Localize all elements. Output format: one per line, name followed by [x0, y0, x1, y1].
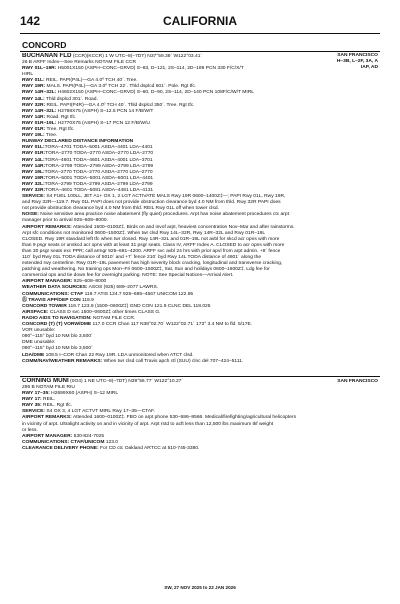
- corning-line-text: 123.0: [104, 439, 119, 445]
- buchanan-line-label: AIRPORT REMARKS:: [22, 224, 72, 230]
- buchanan-line-text: not provide obstruction clearance byd 4.0 NM from thld. REIL Rwy 01L off when tower clsd.: [22, 206, 219, 212]
- buchanan-line-text: S4 FUEL 100LL, JET A1+ OX 1, 2 LGT ACTIVATE MALS Rwy 19R 0600–1400Z‡—; PAPI Rwy 01L, Rwy 19R,: [45, 194, 286, 200]
- buchanan-line-text: REIL. PAPI(P4R)—GA 4.0º TCH 40´. Thld dsplcd 350´. Tree. Rgt tfc.: [45, 102, 195, 108]
- corning-line-text: S4 OX 3, 4 LGT ACTVT MIRL Rwy 17–35—CTAF.: [45, 409, 155, 415]
- buchanan-line-text: TORA–2799 TODA–2799 ASDA–2799 LDA–2799: [44, 181, 153, 187]
- buchanan-line-text: CLOSED. Rwy 19R standard left tfc when twr closed. Rwy 14R–32L and 01R–19L not avbl for skcd acr opns with more: [22, 236, 280, 242]
- buchanan-line-label: RWY 19L:: [22, 169, 45, 175]
- entry-separator: [20, 376, 380, 377]
- buchanan-line: [22, 53, 330, 60]
- buchanan-line-text: 119.9: [80, 297, 94, 303]
- buchanan-line: [22, 359, 330, 365]
- buchanan-iap: IAP, AD: [360, 65, 378, 70]
- buchanan-line-label: RWY 14R:: [22, 114, 46, 120]
- buchanan-line-label: RWY 01R:: [22, 151, 46, 157]
- buchanan-line-label: RWY 19L:: [22, 133, 45, 139]
- corning-line-text: REIL. Rgt tfc.: [41, 403, 73, 409]
- section-rule: [20, 51, 380, 52]
- buchanan-line-text: TORA–4701 TODA–5001 ASDA–4401 LDA–4401: [44, 145, 153, 151]
- buchanan-line-text: MALS. PAPI(P4L)—GA 3.0º TCH 22´. Thld dsplcd 601´. Pole. Rgt tfc.: [45, 84, 197, 90]
- corning-line-label: RWY 17–35:: [22, 391, 50, 397]
- corning-line-label: SERVICE:: [22, 409, 46, 415]
- buchanan-line-text: than 30 psgr seats exc PPR; call armgr 925–681–4200. ARFF svc avbl 24 hrs with prior apvl from arpt admin. +8´ fence: [22, 248, 281, 254]
- corning-line-text: Attended 1600–0100Z‡. FBO on arpt phone 530–586–8566. Medical/firefighting/agricultural helicopters: [71, 415, 297, 421]
- buchanan-line-text: Thld dsplcd 301´. Road.: [44, 96, 98, 102]
- buchanan-line-text: extended rwy centerline. Rwy 01R–19L pavement has high severity block cracking, longitudinal and transverse cracking,: [22, 261, 283, 267]
- buchanan-line-label: Ⓡ TRAVIS APP/DEP CON: [22, 297, 81, 303]
- buchanan-line-text: Road. Rgt tfc.: [45, 114, 77, 120]
- corning-line-label: CLEARANCE DELIVERY PHONE:: [22, 445, 99, 451]
- buchanan-line-label: RWY 14L:: [22, 96, 45, 102]
- corning-line: [22, 378, 330, 385]
- buchanan-line-text: TORA–4601 TODA–4601 ASDA–4001 LDA–3701: [44, 157, 153, 163]
- buchanan-line-label: AIRSPACE:: [22, 309, 49, 315]
- buchanan-line-label: RWY 14R–32L:: [22, 90, 57, 96]
- buchanan-line-text: Attended 1500–0100Z‡. Birds on and invof arpt, heaviest concentration Nov–Mar and after rainstorms.: [71, 224, 295, 230]
- buchanan-line-text: than 9 psgr seats or unskcd acr opns with at least 31 psgr seats. Class IV, ARFF Index A. CLOSED to acr opns with more: [22, 242, 285, 248]
- buchanan-line-label: RWY 32R:: [22, 102, 46, 108]
- buchanan-line-label: RWY 01L–19R:: [22, 66, 57, 72]
- buchanan-line-text: 090°–115° byd 10 NM blo 3,500´: [22, 334, 93, 340]
- buchanan-line-text: commercial ops and tie down fee for overnight parking. NOTE: See Special Notices—Arrival Alert.: [22, 273, 234, 279]
- buchanan-line-label: BUCHANAN FLD: [22, 53, 72, 59]
- corning-line-label: RWY 35:: [22, 403, 42, 409]
- buchanan-line-text: Tree.: [44, 133, 58, 139]
- corning-line-text: or less.: [22, 427, 38, 433]
- buchanan-line-label: RADIO AIDS TO NAVIGATION:: [22, 315, 92, 321]
- buchanan-line-label: RWY 01L:: [22, 145, 45, 151]
- buchanan-line-label: COMM/NAV/WEATHER REMARKS:: [22, 358, 103, 364]
- corning-line-label: AIRPORT MANAGER:: [22, 433, 73, 439]
- corning-line-text: (0O4) 1 NE UTC–8(–7DT) N39°56.77´ W122°10.27´: [68, 379, 184, 384]
- corning-line-label: AIRPORT REMARKS:: [22, 415, 72, 421]
- buchanan-line-text: manager prior to arrival 925–608–8000.: [22, 218, 108, 224]
- corning-line-label: COMMUNICATIONS: CTAF/UNICOM: [22, 439, 105, 445]
- buchanan-line-text: HIRL: [22, 72, 34, 78]
- buchanan-line-label: COMMUNICATIONS: CTAF: [22, 291, 84, 297]
- buchanan-line-text: H2770X75 (ASPH) S–17 PCN 12 F/B/W/U: [56, 120, 150, 126]
- corning-line-text: For CD ctc Oakland ARTCC at 510-745-3380.: [98, 445, 200, 451]
- buchanan-line-text: Noise sensitive area practice noise abatement (fly quiet) procedures. Arpt has noise abatement procedures ctc arpt: [38, 212, 289, 218]
- buchanan-line-text: 108.5 I–COR Chan 22 Rwy 19R. LDA unmonitored when ATCT clsd.: [44, 352, 194, 358]
- buchanan-line-text: and Rwy 32R—119.7. Rwy 01L PAPI does not provide obstruction clearance byd 4.0 NM from thld. Rwy 32R PAPI does: [22, 200, 281, 206]
- buchanan-line-text: REIL. PAPI(P4L)—GA 4.0º TCH 40´. Tree.: [44, 78, 138, 84]
- buchanan-line-label: CONCORD TOWER: [22, 303, 67, 309]
- buchanan-line-label: AIRPORT MANAGER:: [22, 279, 73, 285]
- buchanan-line-text: Tree. Rgt tfc.: [45, 127, 75, 133]
- state-title: CALIFORNIA: [163, 14, 237, 28]
- corning-line-label: CORNING MUNI: [22, 378, 69, 384]
- buchanan-line-text: TORA–2770 TODA–2770 ASDA–2770 LDA–2770: [45, 151, 154, 157]
- buchanan-line-label: NOISE:: [22, 212, 39, 218]
- buchanan-line-label: RWY 14L:: [22, 157, 45, 163]
- buchanan-line-label: RWY 14R:: [22, 163, 46, 169]
- page-footer: SW, 27 NOV 2025 to 22 JAN 2026: [164, 585, 236, 590]
- buchanan-line-label: RWY 14R–32L:: [22, 108, 57, 114]
- buchanan-line-text: ASOS (925) 689–2077 LAWRS.: [87, 285, 159, 291]
- buchanan-line-label: RWY 32R:: [22, 187, 46, 193]
- buchanan-line-text: 119.7 123.9 (1500–0600Z‡) GND CON 121.9 CLNC DEL 118.025: [66, 303, 211, 309]
- buchanan-entry: [22, 53, 330, 365]
- buchanan-line-text: 26 B ARFF Index—See Remarks NOTAM FILE CCR: [22, 60, 137, 65]
- buchanan-line-text: H2798X75 (ASPH) S–12.5 PCN 14 F/B/W/T: [56, 108, 154, 114]
- buchanan-line-text: When twr clsd call Travis apch ctl (SUU) clnc del 707–424–5111.: [102, 358, 244, 364]
- buchanan-line-text: H4602X150 (ASPH–CONC–GRVD) S–60, D–90, 2S–114, 2D–140 PCN 108F/C/W/T MIRL: [56, 90, 254, 96]
- buchanan-line-label: SERVICE:: [22, 194, 46, 200]
- buchanan-line-text: NOTAM FILE CCR.: [91, 315, 136, 321]
- buchanan-line-text: H5001X150 (ASPH–CONC–GRVD) S–83, D–121, 2S–114, 2D–189 PCN 330 F/C/X/T: [56, 66, 244, 72]
- header-rule: [20, 33, 380, 34]
- buchanan-charts: H–3B, L–2F, 3A, A: [336, 59, 378, 64]
- corning-region: SAN FRANCISCO: [337, 379, 378, 384]
- page-number: 142: [20, 14, 41, 28]
- buchanan-line-text: TORA–4601 TODA–5081 ASDA–4481 LDA–4131: [45, 187, 154, 193]
- section-title: CONCORD: [22, 40, 67, 50]
- corning-line-text: 530-824-7025: [72, 433, 105, 439]
- corning-line-label: RWY 17:: [22, 397, 42, 403]
- corning-line: [22, 446, 330, 452]
- buchanan-line-label: CONCORD (T) (T) VORW/DME: [22, 322, 92, 328]
- buchanan-line-label: RWY 01R–19L:: [22, 120, 57, 126]
- buchanan-line-text: VOR unusable:: [22, 328, 56, 334]
- buchanan-region: SAN FRANCISCO: [337, 53, 378, 58]
- corning-line-text: H2699X60 (ASPH) S–12 MIRL: [49, 391, 119, 397]
- buchanan-line-label: RWY 19R:: [22, 84, 46, 90]
- buchanan-line-text: 110´ byd Rwy 01L TODA distance of 5010´ and +7´ fence 210´ byd Rwy 14L TODA distance of 4601´ along the: [22, 255, 262, 260]
- buchanan-line-text: 117.0 CCR Chan 117 N38°02.70´ W122°02.71´ 173° 3.4 NM to fld. 5/17E.: [91, 322, 253, 328]
- page-header: [20, 14, 380, 30]
- buchanan-line-text: TORA–2770 TODA–2770 ASDA–2770 LDA–2770: [44, 169, 153, 175]
- buchanan-line-label: LDA/DME: [22, 352, 45, 358]
- buchanan-line-label: RWY 32L:: [22, 181, 45, 187]
- buchanan-line-label: RWY 19R:: [22, 175, 46, 181]
- buchanan-line-text: 119.7 ATIS 124.7 925–685–4567 UNICOM 122.95: [83, 291, 194, 297]
- buchanan-line-text: CLASS D svc 1500–0600Z‡ other times CLASS G.: [48, 309, 161, 315]
- buchanan-line-text: 925–608–8000: [72, 279, 107, 285]
- corning-entry: [22, 378, 330, 452]
- corning-line-text: REIL.: [41, 397, 56, 403]
- buchanan-line-text: TORA–2799 TODA–2799 ASDA–2799 LDA–2799: [45, 163, 154, 169]
- buchanan-line-text: 090°–115° byd 10 NM blo 3,500´: [22, 346, 93, 352]
- buchanan-line-text: DME unusable:: [22, 340, 56, 346]
- buchanan-line-label: RUNWAY DECLARED DISTANCE INFORMATION: [22, 139, 134, 145]
- buchanan-line-label: RWY 01L:: [22, 78, 45, 84]
- corning-line-text: 295 B NOTAM FILE RIU: [22, 385, 75, 390]
- buchanan-line-text: (CCR)(KCCR) 1 W UTC–8(–7DT) N37°59.38´ W122°03.41´: [71, 54, 203, 59]
- buchanan-line-label: WEATHER DATA SOURCES:: [22, 285, 88, 291]
- buchanan-line-text: Arpt sfc conditions not monitored 0600–1500Z‡. When twr clsd Rwy 14L–32R, Rwy 14R–32L and Rwy 01R–19L: [22, 230, 266, 236]
- buchanan-line-label: RWY 01R:: [22, 127, 46, 133]
- buchanan-line-text: TORA–5001 TODA–5001 ASDA–5001 LDA–4401: [45, 175, 154, 181]
- corning-line-text: in vicinity of arpt. Ultralight activity on and in vicinity of arpt. Arpt rstd to acft less than 12,500 lbs maximum tkf weight: [22, 421, 274, 427]
- buchanan-line-text: patching and weathering. No training ops Mon–Fri 0600–1500Z‡, Sat, Sun and holidays 0600–1600Z‡. Ldg fee for: [22, 267, 270, 273]
